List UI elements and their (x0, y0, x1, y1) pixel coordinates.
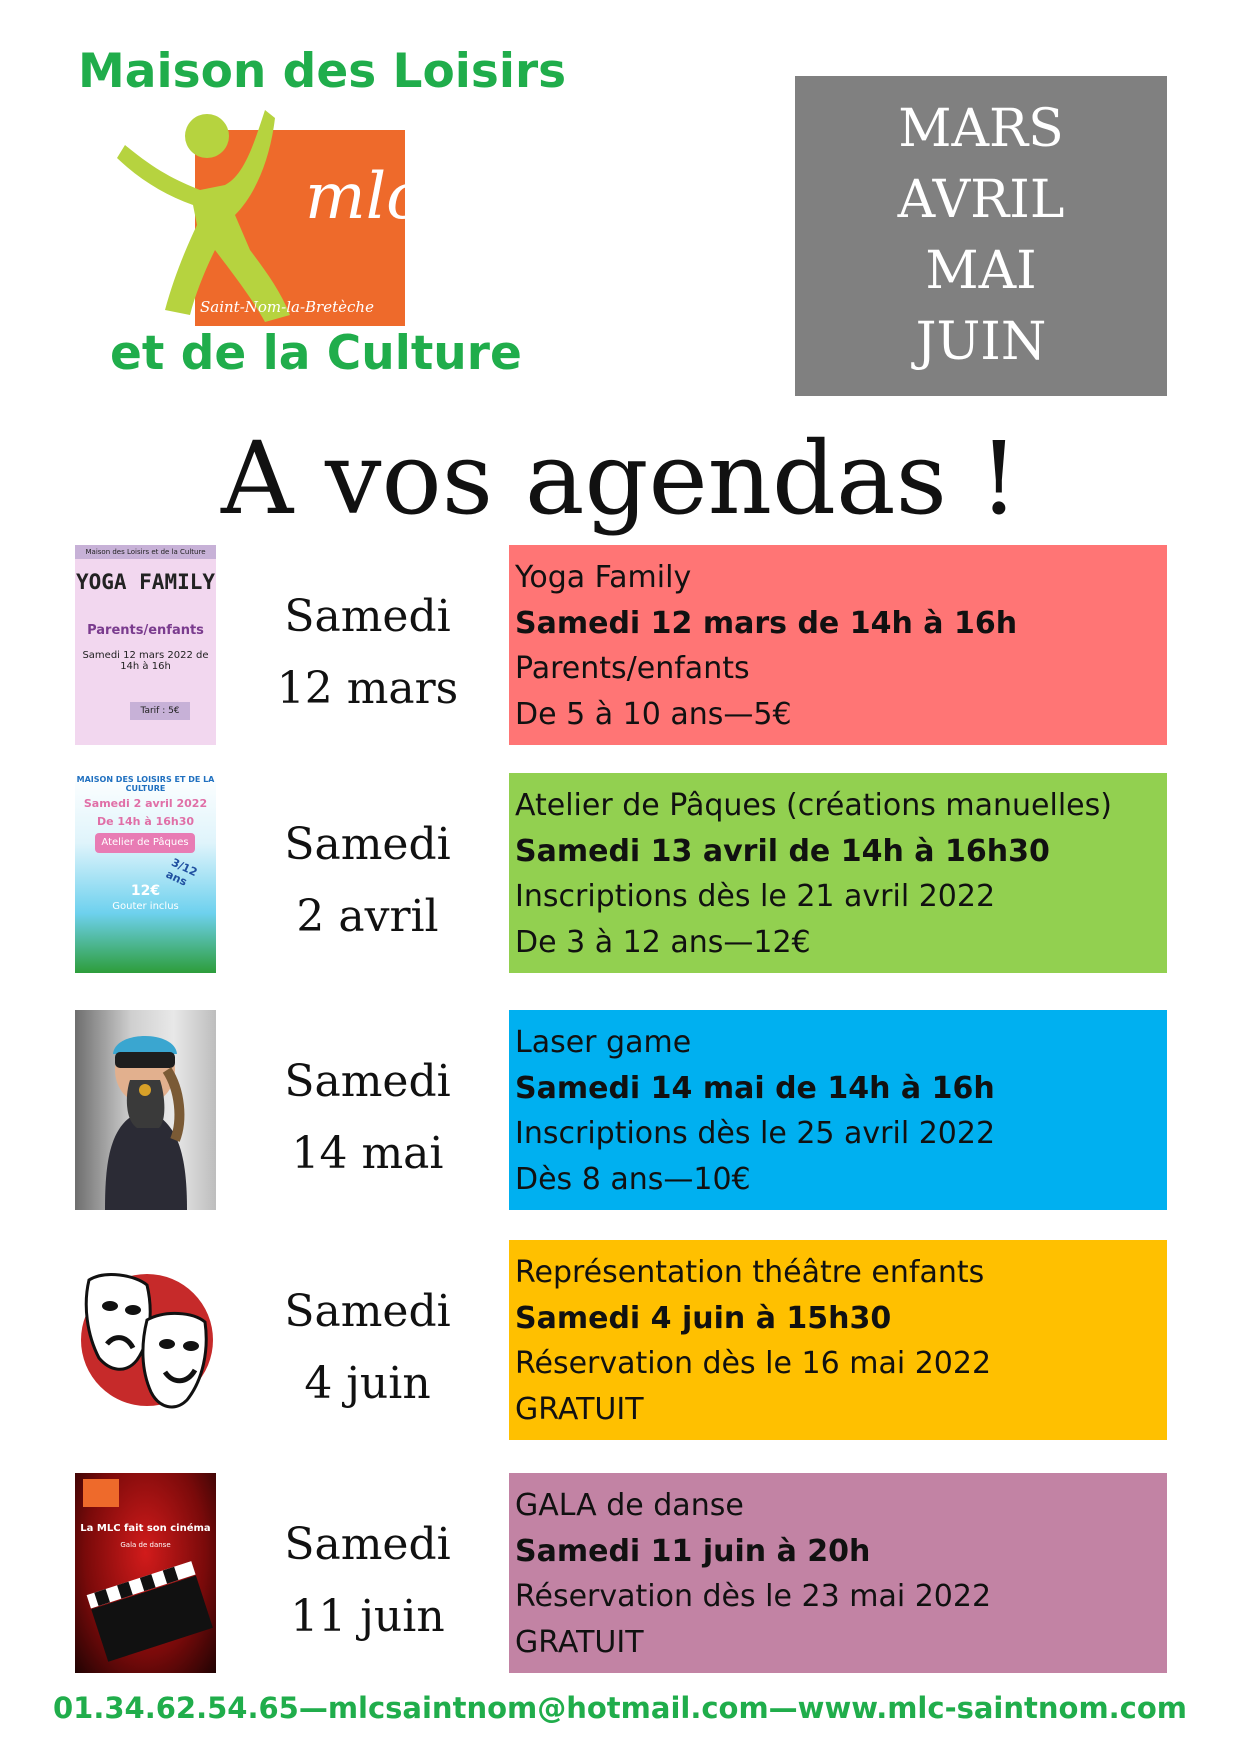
month-label: MARS (898, 99, 1064, 159)
gala-poster-thumbnail (75, 1473, 216, 1673)
event-date (250, 1046, 485, 1190)
event-title: GALA de danse (515, 1488, 744, 1523)
event-day-month: 2 avril (296, 891, 439, 942)
event-day: Samedi (284, 1286, 451, 1337)
event-day-month: 11 juin (290, 1591, 445, 1642)
event-info: Parents/enfants (515, 651, 750, 686)
poster-extra: Gouter inclus (112, 901, 179, 912)
event-row (0, 1010, 1240, 1210)
poster-price: Tarif : 5€ (130, 702, 190, 720)
page-headline: A vos agendas ! (221, 420, 1019, 537)
event-date (250, 1276, 485, 1420)
event-price: GRATUIT (515, 1624, 644, 1660)
event-schedule: Samedi 4 juin à 15h30 (515, 1300, 892, 1336)
event-day-month: 4 juin (304, 1358, 431, 1409)
event-price: GRATUIT (515, 1391, 644, 1427)
poster-subtitle: Parents/enfants (87, 623, 204, 638)
event-day-month: 14 mai (291, 1128, 444, 1179)
event-date (250, 809, 485, 953)
event-day: Samedi (284, 1056, 451, 1107)
event-price: De 3 à 12 ans—12€ (515, 924, 811, 960)
poster-title: La MLC fait son cinéma (80, 1523, 211, 1534)
event-schedule: Samedi 14 mai de 14h à 16h (515, 1070, 995, 1106)
event-info: Inscriptions dès le 21 avril 2022 (515, 879, 996, 914)
clapperboard-icon (75, 1473, 216, 1673)
event-info: Réservation dès le 16 mai 2022 (515, 1346, 992, 1381)
theatre-masks-thumbnail (75, 1240, 216, 1440)
event-day: Samedi (284, 1519, 451, 1570)
event-schedule: Samedi 11 juin à 20h (515, 1533, 871, 1569)
event-row (0, 1240, 1240, 1440)
month-label: MAI (925, 241, 1037, 301)
poster-date: Samedi 12 mars 2022 de 14h à 16h (82, 650, 209, 672)
event-info: Inscriptions dès le 25 avril 2022 (515, 1116, 996, 1151)
event-schedule: Samedi 13 avril de 14h à 16h30 (515, 833, 1050, 869)
event-day-month: 12 mars (276, 663, 459, 714)
event-title: Laser game (515, 1025, 692, 1060)
poster-title: YOGA FAMILY (75, 570, 216, 594)
event-row (0, 545, 1240, 745)
event-title: Yoga Family (515, 560, 692, 595)
paques-poster-thumbnail (75, 773, 216, 973)
poster-header-bar (75, 545, 216, 559)
logo-subtitle: Saint-Nom-la-Bretèche (200, 298, 374, 316)
event-price: Dès 8 ans—10€ (515, 1161, 751, 1197)
brand-title-line1: Maison des Loisirs (78, 44, 567, 99)
month-label: JUIN (915, 312, 1047, 372)
laser-player-icon (75, 1010, 216, 1210)
event-title: Atelier de Pâques (créations manuelles) (515, 788, 1112, 823)
yoga-poster-thumbnail (75, 545, 216, 745)
event-day: Samedi (284, 591, 451, 642)
poster-header: Maison des Loisirs et de la Culture (85, 548, 206, 556)
poster-header: MAISON DES LOISIRS ET DE LA CULTURE (76, 775, 215, 793)
event-date (250, 1509, 485, 1653)
brand-title-line2: et de la Culture (110, 326, 522, 381)
event-card-paques (509, 773, 1167, 973)
months-box (795, 76, 1167, 396)
logo-text: mlc (305, 160, 422, 234)
poster-ages: 3/12 ans (163, 855, 200, 889)
event-price: De 5 à 10 ans—5€ (515, 696, 792, 732)
event-day: Samedi (284, 819, 451, 870)
event-card-laser (509, 1010, 1167, 1210)
theatre-masks-icon (75, 1240, 216, 1440)
poster-price: 12€ (130, 883, 161, 899)
event-card-theatre (509, 1240, 1167, 1440)
poster-subtitle: Gala de danse (120, 1541, 171, 1549)
event-card-yoga (509, 545, 1167, 745)
event-schedule: Samedi 12 mars de 14h à 16h (515, 605, 1018, 641)
event-date (250, 581, 485, 725)
event-row (0, 773, 1240, 973)
event-title: Représentation théâtre enfants (515, 1255, 985, 1290)
event-info: Réservation dès le 23 mai 2022 (515, 1579, 992, 1614)
event-row (0, 1473, 1240, 1673)
contact-footer: 01.34.62.54.65—mlcsaintnom@hotmail.com—www.mlc-saintnom.com (52, 1691, 1188, 1725)
event-card-gala (509, 1473, 1167, 1673)
mlc-logo (115, 100, 422, 330)
month-label: AVRIL (897, 170, 1065, 230)
poster-date: Samedi 2 avril 2022 De 14h à 16h30 (83, 797, 208, 828)
laser-game-photo (75, 1010, 216, 1210)
poster-title: Atelier de Pâques (95, 833, 195, 853)
